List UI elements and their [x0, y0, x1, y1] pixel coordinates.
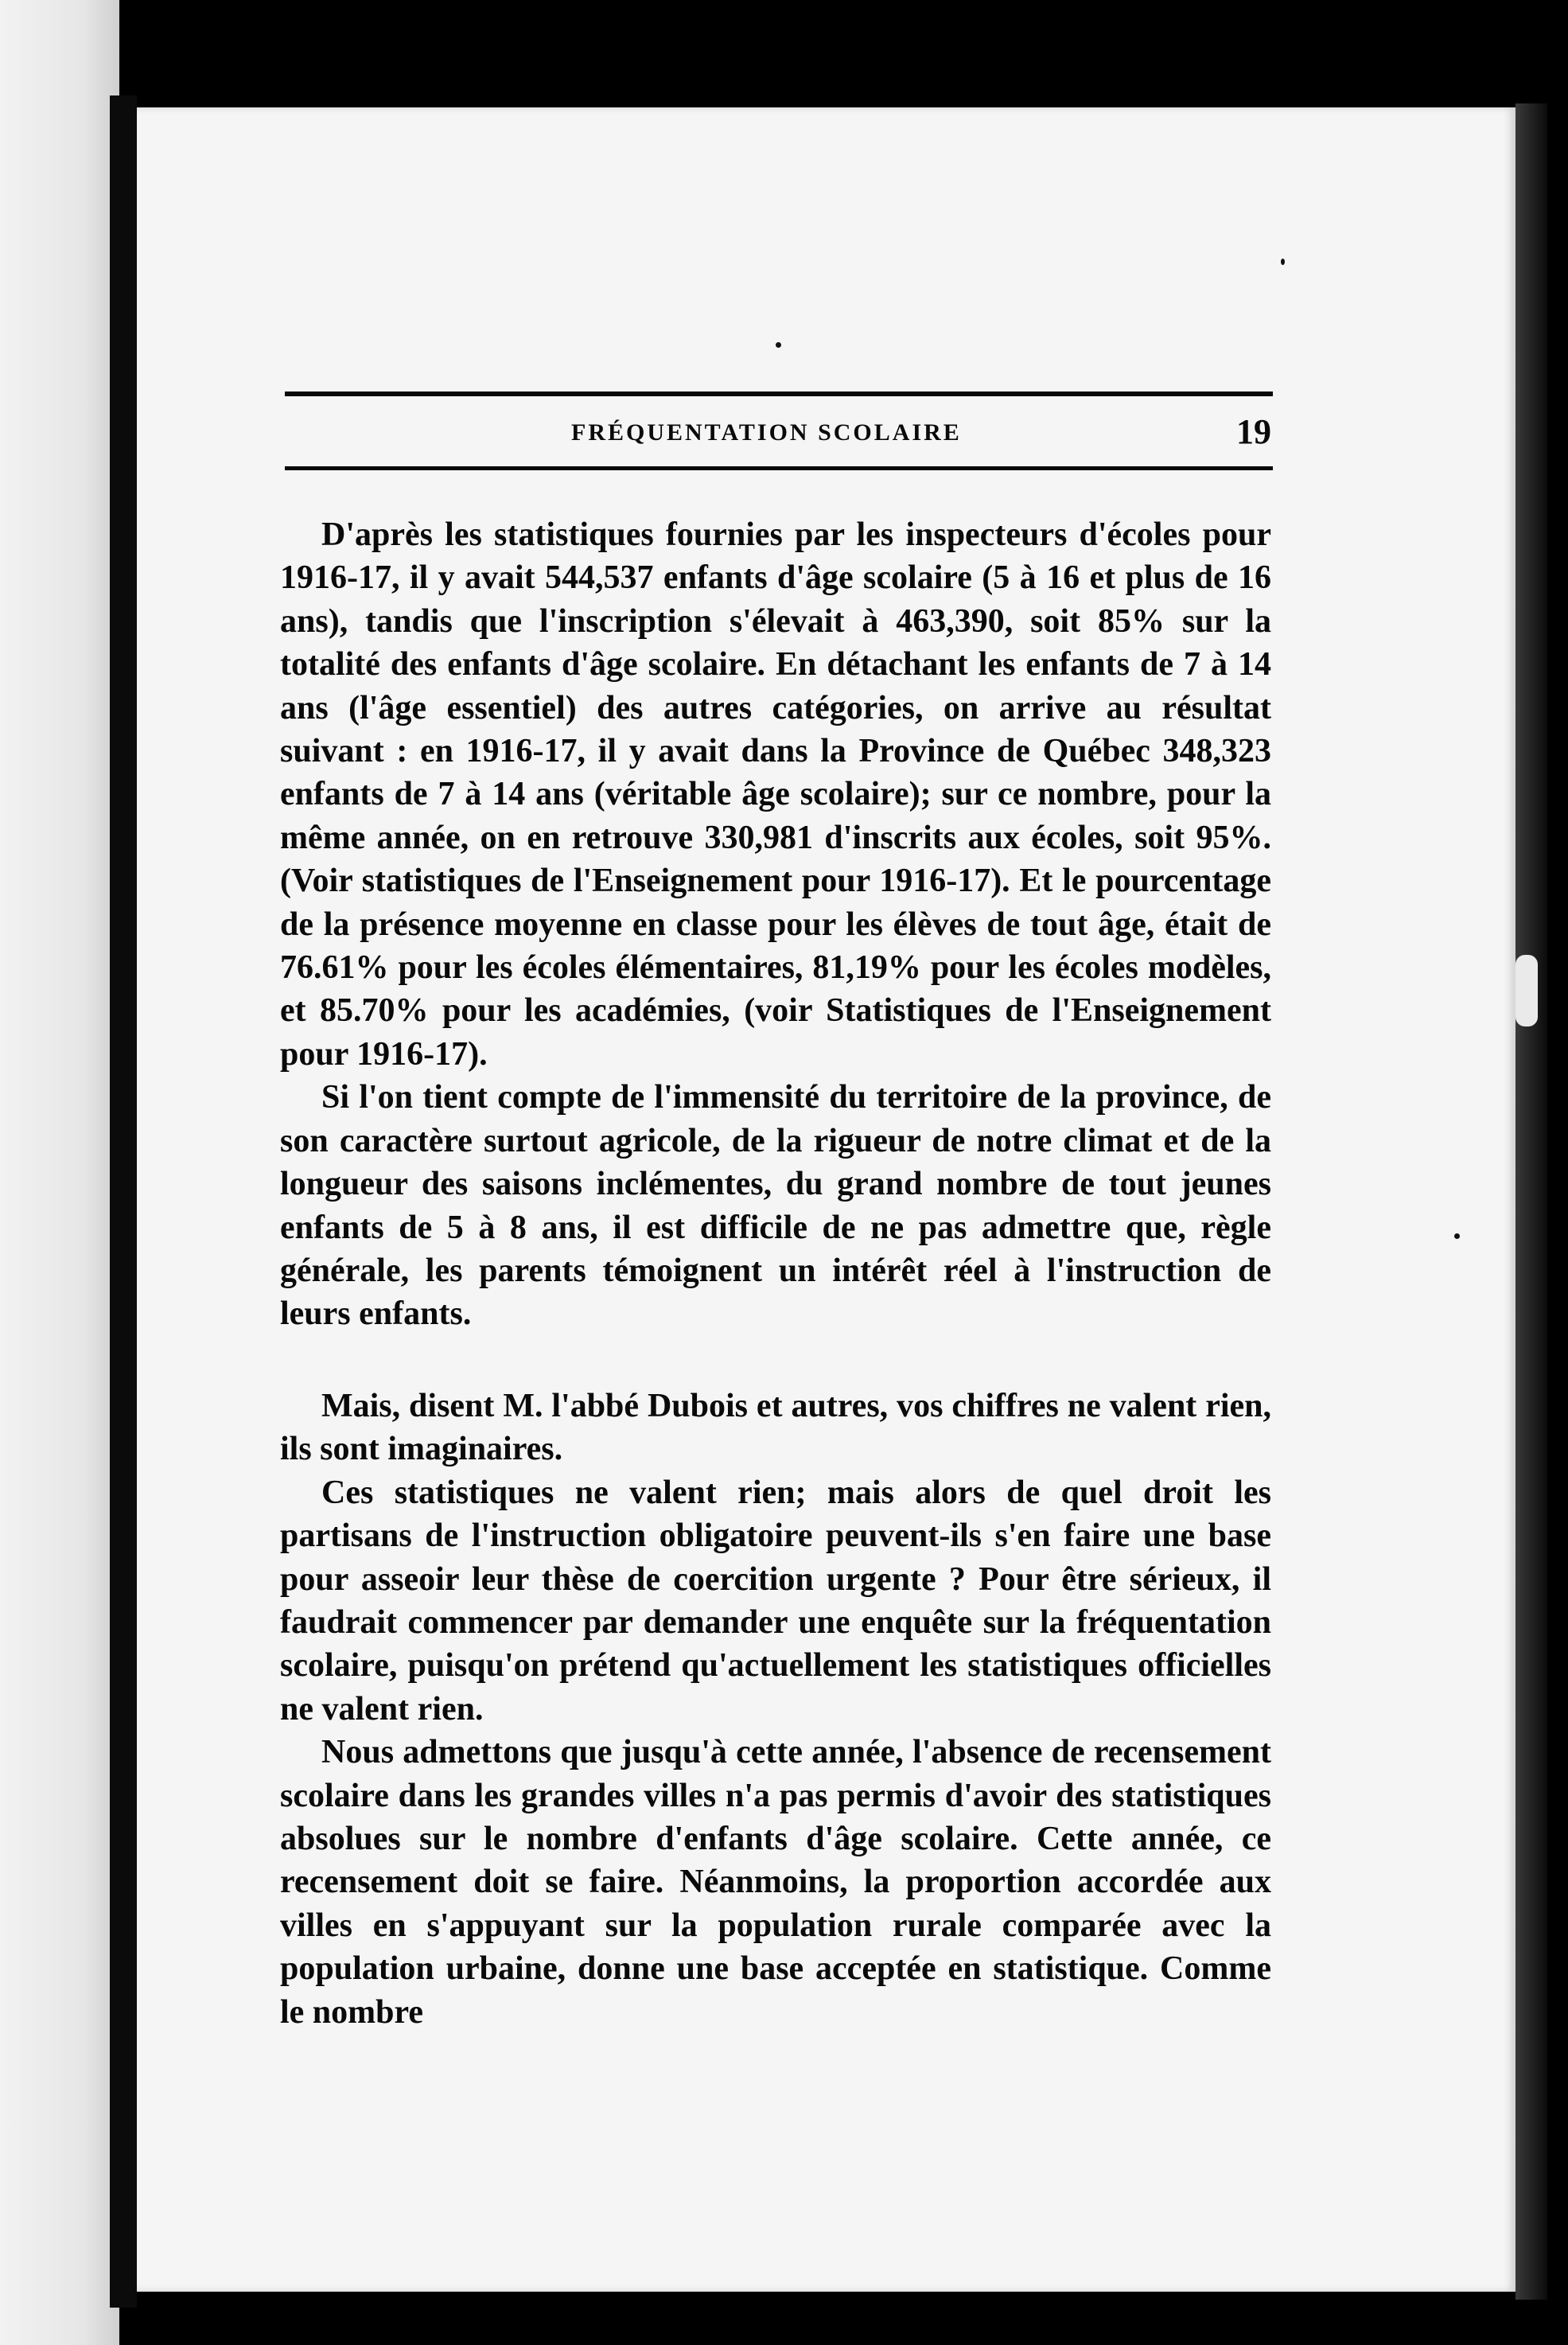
paragraph: Ces statistiques ne valent rien; mais alors de quel droit les partisans de l'instruction obligatoire peuvent-ils s'en faire une base pour asseoir leur thèse de coercition urgente ? Pour être sérieux, il faudrait commencer par demander une enquête sur la fréquentation scolaire, puisqu'on prétend qu'actuellement les statistiques officielles ne valent rien. [280, 1474, 1271, 1728]
text-block-upper [280, 513, 1271, 1336]
dust-speck [776, 342, 781, 348]
dust-speck [1281, 259, 1285, 265]
running-title: FRÉQUENTATION SCOLAIRE [571, 419, 962, 446]
header-rule-top [285, 391, 1273, 396]
paragraph: D'après les statistiques fournies par les inspecteurs d'écoles pour 1916-17, il y avait 544,537 enfants d'âge scolaire (5 à 16 et plus de 16 ans), tandis que l'inscription s'élevait à 463,390, soit 85% sur la totalité des enfants d'âge scolaire. En détachant les enfants de 7 à 14 ans (l'âge essentiel) des autres catégories, on arrive au résultat suivant : en 1916-17, il y avait dans la Province de Québec 348,323 enfants de 7 à 14 ans (véritable âge scolaire); sur ce nombre, pour la même année, on en retrouve 330,981 d'inscrits aux écoles, soit 95%. (Voir statistiques de l'Enseignement pour 1916-17). Et le pourcentage de la présence moyenne en classe pour les élèves de tout âge, était de 76.61% pour les écoles élémentaires, 81,19% pour les écoles modèles, et 85.70% pour les académies, (voir Statistiques de l'Enseignement pour 1916-17). [280, 516, 1271, 1073]
page-tab-mark [1515, 955, 1538, 1026]
dust-speck [1454, 1233, 1460, 1239]
header-rule-bottom [285, 466, 1273, 470]
paragraph: Nous admettons que jusqu'à cette année, l'absence de recensement scolaire dans les grandes villes n'a pas permis d'avoir des statistiques absolues sur le nombre d'enfants d'âge scolaire. Cette année, ce recensement doit se faire. Néanmoins, la proportion accordée aux villes en s'appuyant sur la population rurale comparée avec la population urbaine, donne une base acceptée en statistique. Comme le nombre [280, 1734, 1271, 2031]
page-number: 19 [1236, 412, 1271, 451]
paragraph: Mais, disent M. l'abbé Dubois et autres, vos chiffres ne valent rien, ils sont imaginaires. [280, 1388, 1271, 1468]
book-gutter [110, 95, 137, 2308]
facing-page-edge [0, 0, 119, 2345]
page-edge-shadow [1515, 103, 1547, 2300]
text-block-lower [280, 1385, 1271, 2034]
paragraph: Si l'on tient compte de l'immensité du territoire de la province, de son caractère surtout agricole, de la rigueur de notre climat et de la longueur des saisons inclémentes, du grand nombre de tout jeunes enfants de 5 à 8 ans, il est difficile de ne pas admettre que, règle générale, les parents témoignent un intérêt réel à l'instruction de leurs enfants. [280, 1079, 1271, 1333]
running-head [285, 410, 1273, 458]
